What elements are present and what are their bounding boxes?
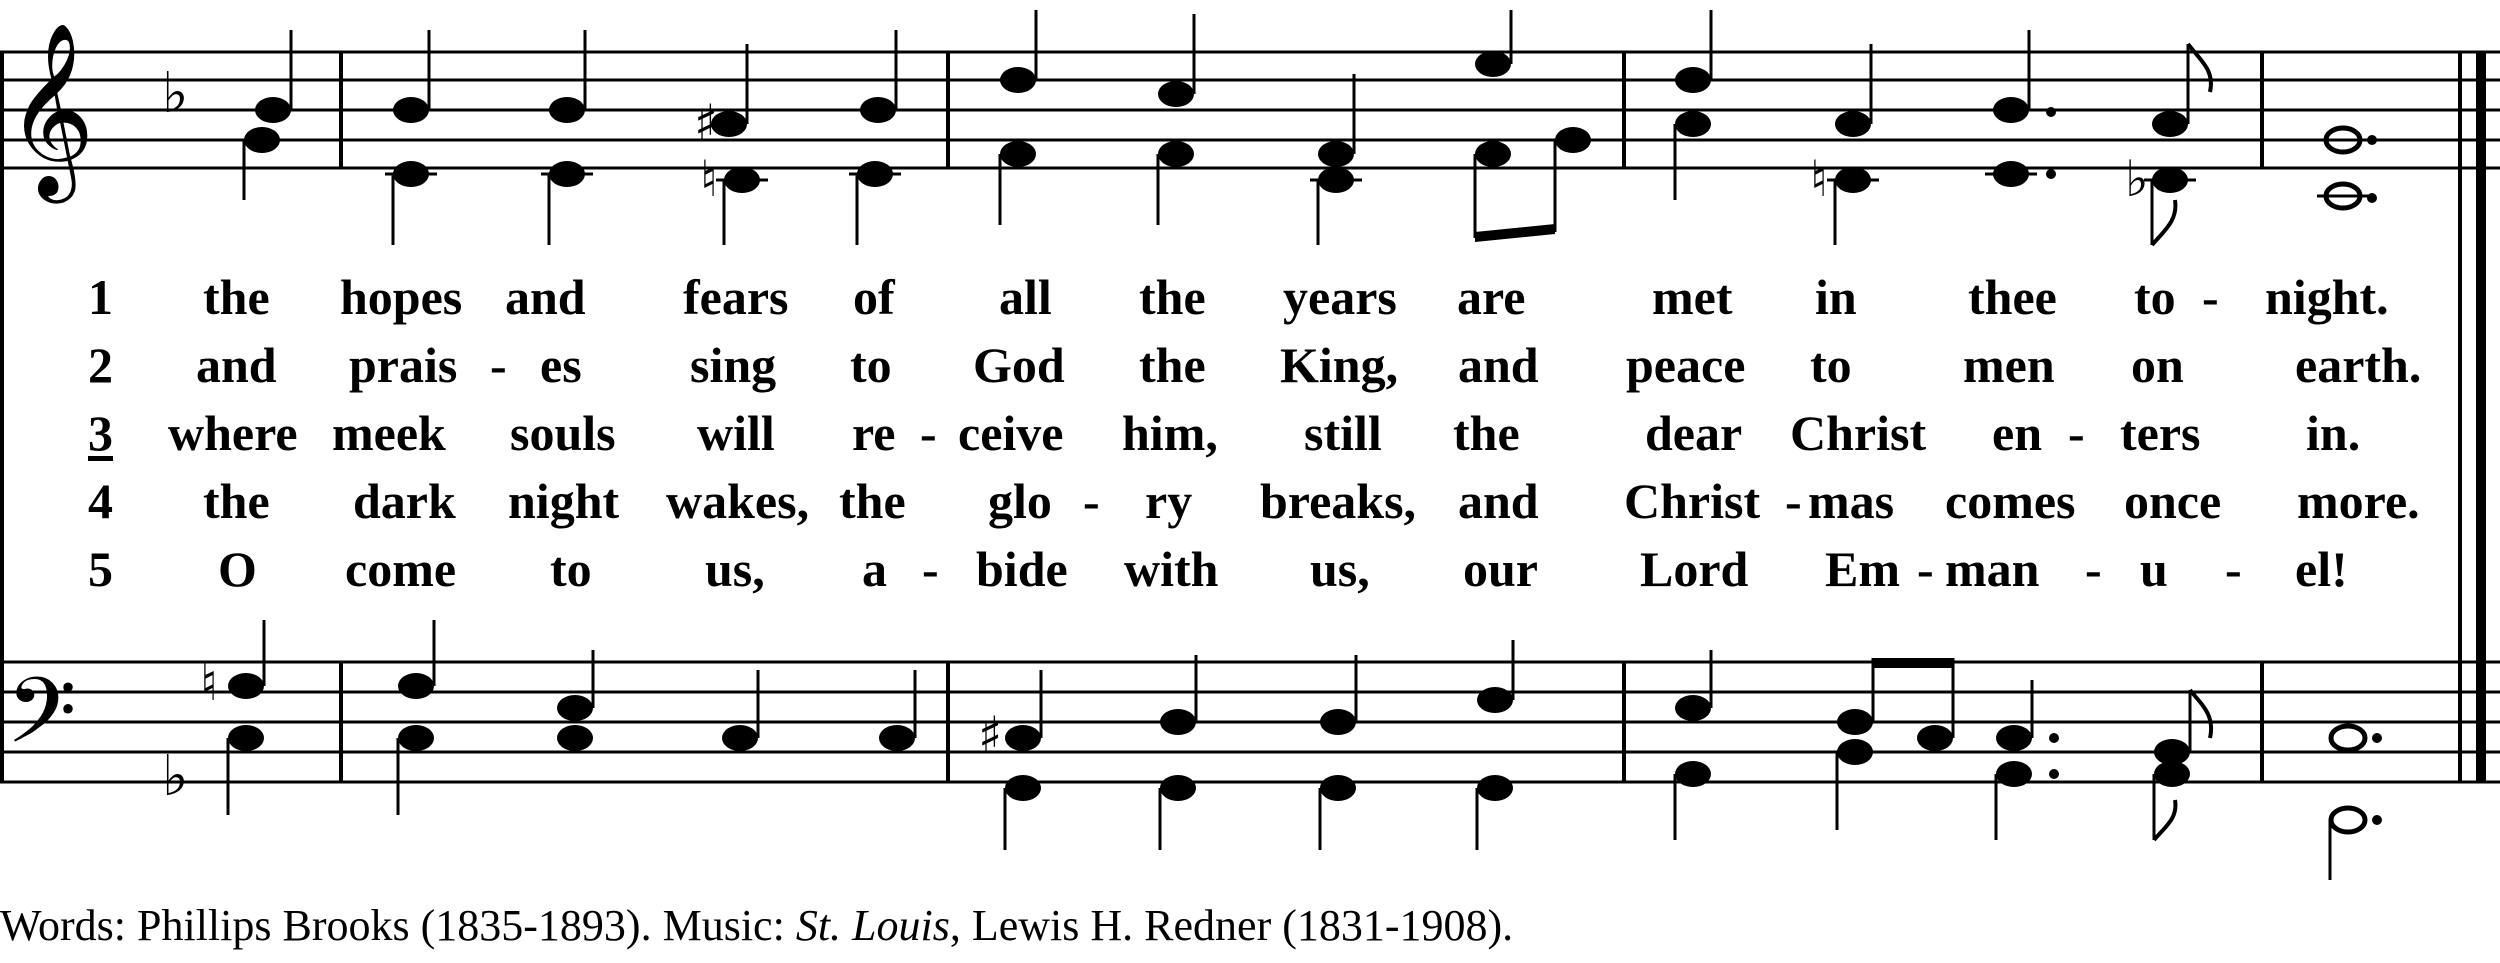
lyric-hyphen: - [2068, 405, 2085, 461]
lyric-syllable: more. [2297, 473, 2420, 529]
verse-number: 1 [88, 269, 113, 325]
lyric-syllable: the [203, 269, 270, 325]
lyric-syllable: to [2134, 269, 2176, 325]
lyric-syllable: come [345, 541, 457, 597]
bass-clef-icon: 𝄢 [6, 658, 77, 786]
bass-staff [0, 662, 2500, 782]
credits-words: Words: Phillips Brooks (1835-1893). Music: [0, 901, 796, 950]
lyric-syllable: are [1457, 269, 1526, 325]
lyric-syllable: us, [1310, 541, 1370, 597]
lyric-syllable: re [852, 405, 896, 461]
lyric-syllable: bide [976, 541, 1068, 597]
lyric-hyphen: - [2225, 541, 2242, 597]
lyric-syllable: the [839, 473, 906, 529]
lyric-syllable: earth. [2295, 337, 2422, 393]
lyric-syllable: wakes, [666, 473, 810, 529]
bass-half-notes [2331, 726, 2365, 832]
lyric-syllable: night [508, 473, 620, 529]
lyric-syllable: of [853, 269, 895, 325]
lyric-hyphen: - [920, 405, 937, 461]
lyric-syllable: hopes [340, 269, 463, 325]
lyric-syllable: dear [1645, 405, 1743, 461]
lyric-syllable: peace [1626, 337, 1746, 393]
lyric-syllable: es [540, 337, 582, 393]
lyric-syllable: men [1963, 337, 2055, 393]
lyric-syllable: Christ [1624, 473, 1761, 529]
natural-icon: ♮ [200, 654, 218, 712]
lyric-syllable: in [1815, 269, 1857, 325]
lyric-syllable: meek [332, 405, 446, 461]
natural-icon: ♮ [700, 150, 718, 208]
lyric-syllable: night. [2265, 269, 2389, 325]
lyric-syllable: breaks, [1260, 473, 1417, 529]
lyric-syllable: thee [1968, 269, 2057, 325]
lyric-syllable: in. [2306, 405, 2361, 461]
lyric-syllable: God [973, 337, 1065, 393]
lyric-syllable: still [1304, 405, 1382, 461]
key-signature-flat-icon: ♭ [162, 61, 189, 126]
verse-number: 4 [88, 473, 113, 529]
lyric-hyphen: - [1785, 473, 1802, 529]
flat-icon: ♭ [2125, 150, 2149, 208]
lyric-syllable: and [196, 337, 277, 393]
lyric-syllable: comes [1945, 473, 2076, 529]
lyric-syllable: souls [510, 405, 616, 461]
flag [2154, 800, 2175, 840]
tune-name: St. Louis [795, 901, 950, 950]
sharp-icon: ♯ [694, 94, 719, 152]
credits-line [0, 900, 1513, 951]
sharp-icon: ♯ [978, 706, 1003, 764]
lyric-syllable: glo [988, 473, 1052, 529]
verse-number: 2 [88, 337, 113, 393]
lyric-syllable: will [697, 405, 775, 461]
lyric-hyphen: - [2085, 541, 2102, 597]
lyric-syllable: u [2140, 541, 2168, 597]
lyric-syllable: mas [1808, 473, 1895, 529]
lyric-syllable: ceive [958, 405, 1064, 461]
lyric-syllable: to [850, 337, 892, 393]
lyric-syllable: Christ [1790, 405, 1927, 461]
lyric-syllable: Em [1825, 541, 1900, 597]
augmentation-dots [2049, 733, 2382, 825]
lyric-syllable: man [1945, 541, 2040, 597]
lyric-syllable: with [1124, 541, 1219, 597]
lyric-syllable: prais [349, 337, 458, 393]
lyric-syllable: fears [683, 269, 789, 325]
flag [2190, 690, 2211, 738]
lyric-syllable: ry [1145, 473, 1193, 529]
lyric-hyphen: - [2202, 269, 2219, 325]
lyric-syllable: him, [1122, 405, 1218, 461]
lyric-syllable: ters [2120, 405, 2201, 461]
treble-clef-icon: 𝄞 [6, 22, 95, 196]
natural-icon: ♮ [1810, 150, 1828, 208]
key-signature-flat-icon: ♭ [162, 744, 189, 809]
lyric-hyphen: - [922, 541, 939, 597]
lyric-syllable: the [203, 473, 270, 529]
lyric-syllable: on [2131, 337, 2184, 393]
lyric-syllable: a [862, 541, 887, 597]
lyric-syllable: and [505, 269, 586, 325]
lyric-syllable: el! [2295, 541, 2348, 597]
lyric-hyphen: - [490, 337, 507, 393]
lyric-syllable: to [1810, 337, 1852, 393]
lyric-hyphen: - [1083, 473, 1100, 529]
lyric-syllable: us, [705, 541, 765, 597]
credits-music: , Lewis H. Redner (1831-1908). [949, 901, 1514, 950]
lyric-syllable: O [218, 541, 257, 597]
lyric-syllable: once [2124, 473, 2222, 529]
lyric-syllable: all [999, 269, 1052, 325]
lyric-syllable: met [1652, 269, 1733, 325]
lyric-syllable: and [1458, 337, 1539, 393]
lyric-syllable: and [1458, 473, 1539, 529]
lyric-hyphen: - [1917, 541, 1934, 597]
beam [1873, 658, 1953, 668]
lyric-syllable: the [1453, 405, 1520, 461]
lyric-syllable: years [1283, 269, 1397, 325]
verse-number: 5 [88, 541, 113, 597]
lyric-syllable: the [1139, 337, 1206, 393]
lyric-syllable: King, [1280, 337, 1399, 393]
lyric-syllable: Lord [1640, 541, 1749, 597]
lyric-syllable: the [1139, 269, 1206, 325]
lyric-syllable: our [1463, 541, 1538, 597]
verse-number: 3 [88, 405, 113, 461]
lyric-syllable: dark [353, 473, 456, 529]
lyric-syllable: to [550, 541, 592, 597]
lyric-syllable: en [1992, 405, 2042, 461]
lyric-syllable: where [168, 405, 298, 461]
lyric-syllable: sing [690, 337, 777, 393]
